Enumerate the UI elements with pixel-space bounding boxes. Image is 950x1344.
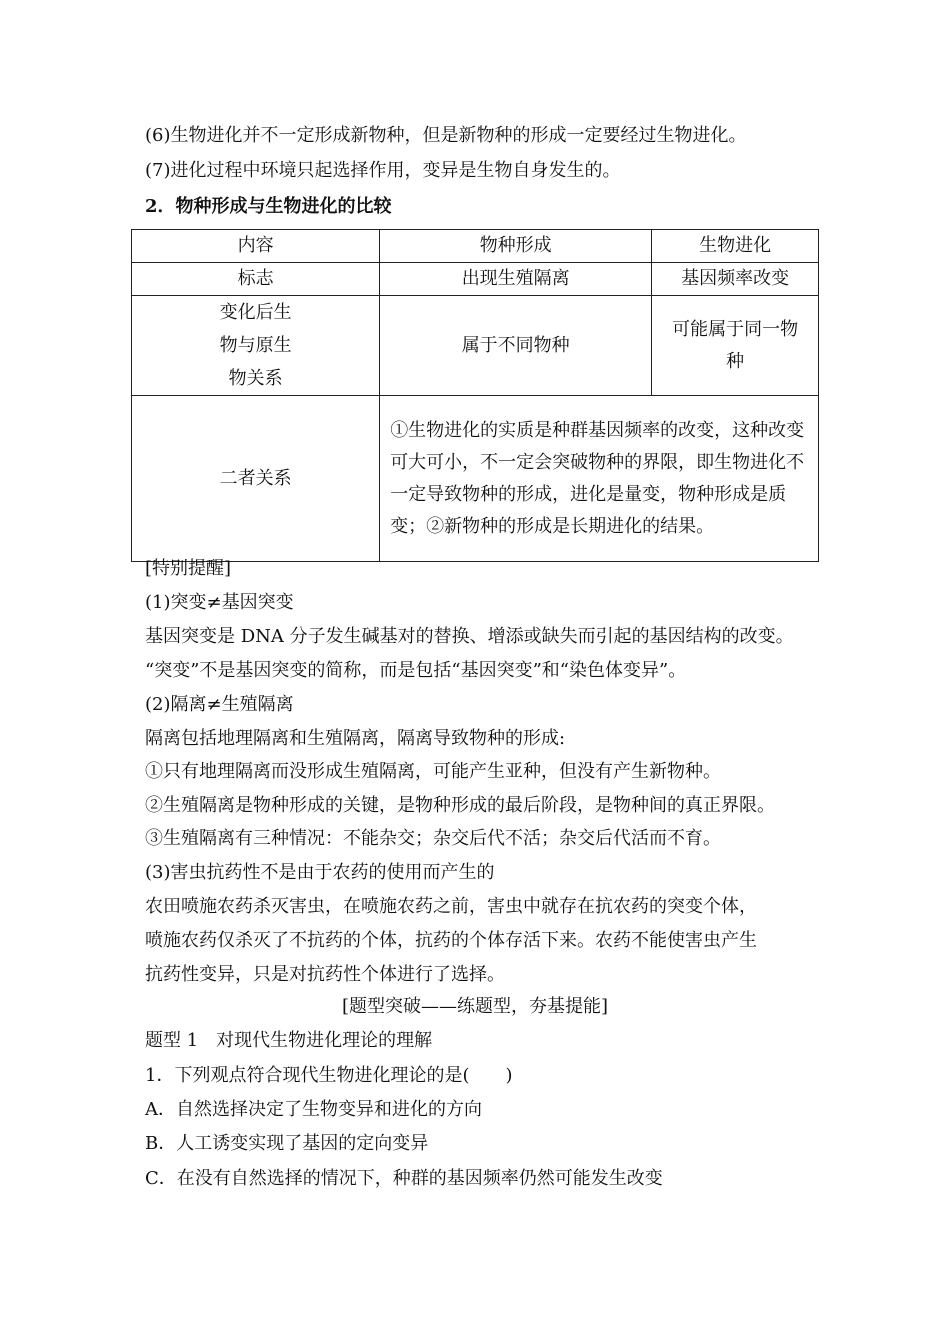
table-header-row (132, 230, 819, 263)
row-mark-evolution: 基因频率改变 (652, 263, 819, 296)
option-b: B．人工诱变实现了基因的定向变异 (145, 1133, 429, 1154)
reminder-item-1-title: (1)突变≠基因突变 (145, 592, 294, 613)
question-type-1: 题型 1 对现代生物进化理论的理解 (145, 1030, 433, 1051)
practice-banner: [题型突破——练题型，夯基提能] (341, 996, 609, 1017)
reminder-item-1-line-1: 基因突变是 DNA 分子发生碱基对的替换、增添或缺失而引起的基因结构的改变。 (145, 626, 794, 647)
reminder-item-3-line-2: 喷施农药仅杀灭了不抗药的个体，抗药的个体存活下来。农药不能使害虫产生 (145, 930, 757, 951)
row-relation-label-line-3: 物关系 (228, 368, 283, 389)
row-relation-label-line-2: 物与原生 (219, 335, 292, 356)
section-2-heading: 2．物种形成与生物进化的比较 (145, 196, 392, 217)
reminder-item-1-line-2: “突变”不是基因突变的简称，而是包括“基因突变”和“染色体变异”。 (145, 660, 687, 681)
row-mark-speciation: 出现生殖隔离 (380, 263, 652, 296)
row-mark-label: 标志 (132, 263, 380, 296)
reminder-item-3-line-1: 农田喷施农药杀灭害虫，在喷施农药之前，害虫中就存在抗农药的突变个体， (145, 896, 757, 917)
header-content: 内容 (132, 230, 380, 263)
reminder-item-2-line-3: ②生殖隔离是物种形成的关键，是物种形成的最后阶段，是物种间的真正界限。 (145, 795, 775, 816)
table-row-both (132, 396, 819, 562)
comparison-table (131, 229, 819, 562)
question-1: 1．下列观点符合现代生物进化理论的是( ) (145, 1065, 513, 1086)
row-relation-evolution: 可能属于同一物种 (672, 318, 799, 372)
reminder-item-3-title: (3)害虫抗药性不是由于农药的使用而产生的 (145, 862, 495, 883)
reminder-item-2-line-4: ③生殖隔离有三种情况：不能杂交；杂交后代不活；杂交后代活而不育。 (145, 828, 721, 849)
row-relation-evolution-cell (652, 296, 819, 396)
table-row-mark (132, 263, 819, 296)
reminder-item-3-line-3: 抗药性变异，只是对抗药性个体进行了选择。 (145, 964, 505, 985)
reminder-item-2-title: (2)隔离≠生殖隔离 (145, 694, 294, 715)
row-relation-label (132, 296, 380, 396)
option-a: A．自然选择决定了生物变异和进化的方向 (145, 1099, 482, 1120)
paragraph-6: (6)生物进化并不一定形成新物种，但是新物种的形成一定要经过生物进化。 (145, 125, 747, 146)
reminder-item-2-line-2: ①只有地理隔离而没形成生殖隔离，可能产生亚种，但没有产生新物种。 (145, 761, 721, 782)
row-both-text: ①生物进化的实质是种群基因频率的改变，这种改变可大可小，不一定会突破物种的界限，即生物进化不一定导致物种的形成，进化是量变，物种形成是质变；②新物种的形成是长期进化的结果。 (380, 396, 819, 562)
table-row-relation (132, 296, 819, 396)
paragraph-7: (7)进化过程中环境只起选择作用，变异是生物自身发生的。 (145, 160, 621, 181)
row-relation-speciation: 属于不同物种 (380, 296, 652, 396)
option-c: C．在没有自然选择的情况下，种群的基因频率仍然可能发生改变 (145, 1168, 663, 1189)
header-evolution: 生物进化 (652, 230, 819, 263)
row-both-label: 二者关系 (132, 396, 380, 562)
row-relation-label-line-1: 变化后生 (219, 302, 292, 323)
reminder-item-2-line-1: 隔离包括地理隔离和生殖隔离，隔离导致物种的形成: (145, 728, 566, 749)
header-speciation: 物种形成 (380, 230, 652, 263)
reminder-title: [特别提醒] (145, 558, 232, 579)
